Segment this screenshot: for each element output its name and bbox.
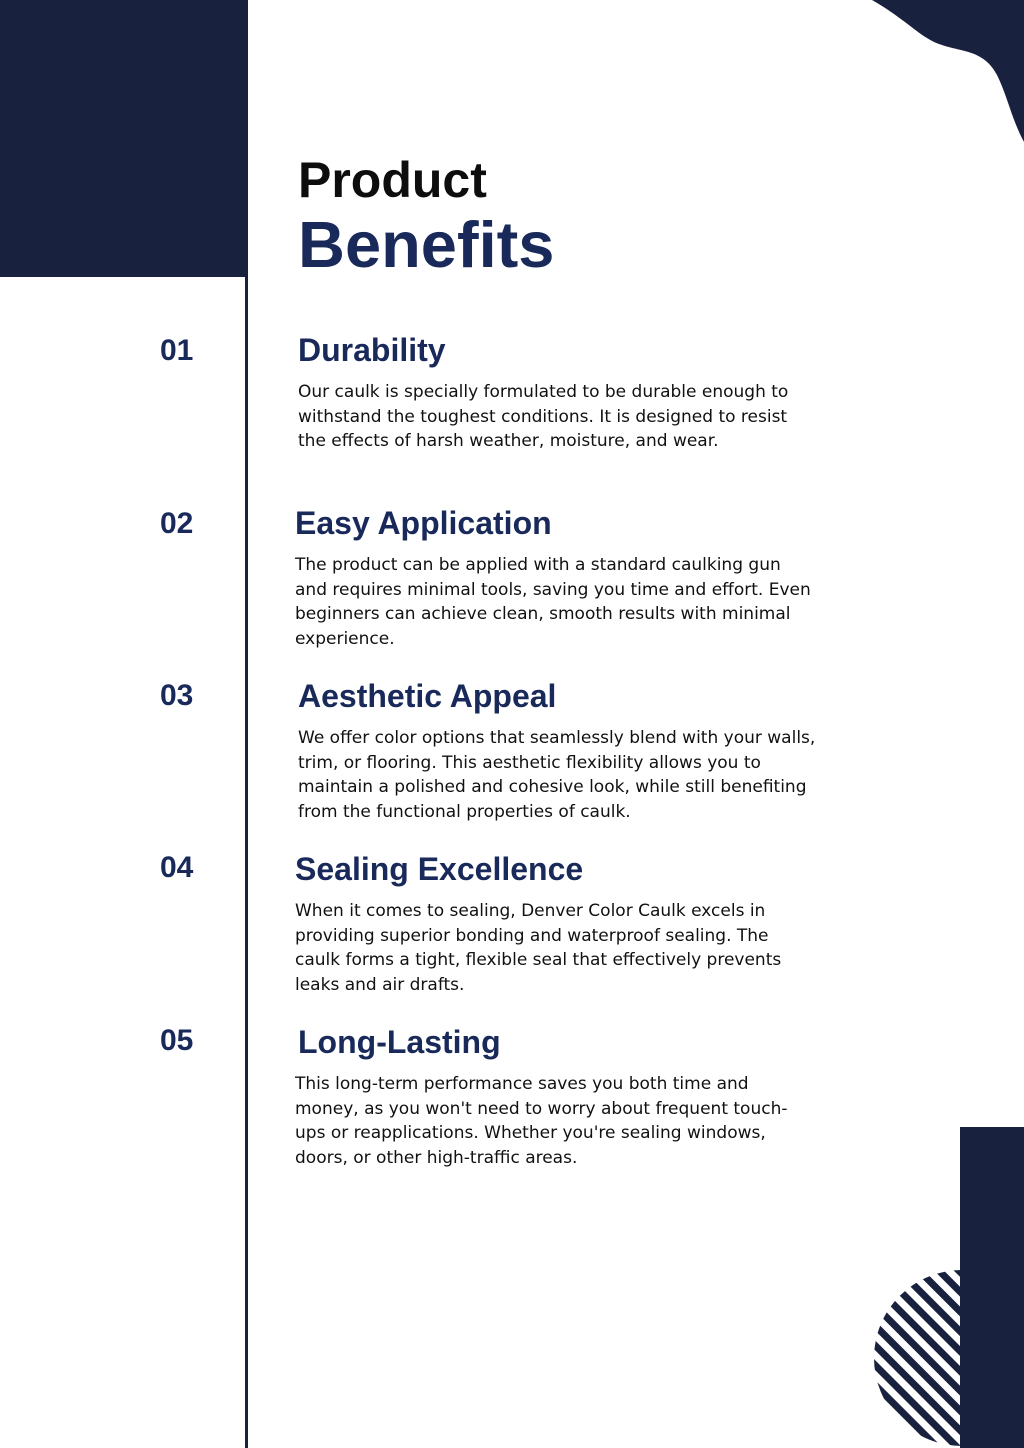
benefit-description: Our caulk is specially formulated to be durable enough to withstand the toughest conditions. It is designed to resist the effects of harsh weather, moisture, and wear.	[298, 382, 789, 451]
vertical-divider-line	[245, 277, 248, 1448]
page-title-line2: Benefits	[298, 208, 555, 281]
benefit-description: The product can be applied with a standard caulking gun and requires minimal tools, saving you time and effort. Even beginners can achieve clean, smooth results with minimal experience.	[295, 555, 811, 649]
page-title-line1: Product	[298, 152, 487, 208]
benefit-number-05: 05	[160, 1024, 194, 1057]
wave-corner-shape	[862, 0, 1024, 142]
striped-half-circle	[872, 1268, 962, 1448]
benefit-heading: Sealing Excellence	[295, 851, 584, 887]
right-side-block	[960, 1127, 1024, 1448]
benefit-number-03: 03	[160, 679, 194, 712]
benefit-item-sealing-excellence	[295, 851, 815, 997]
benefit-heading: Durability	[298, 332, 446, 368]
benefit-item-long-lasting	[295, 1024, 815, 1170]
benefit-description: This long-term performance saves you both time and money, as you won't need to worry about frequent touch-ups or reapplications. Whether you're sealing windows, doors, or other high-traffic areas.	[295, 1074, 788, 1168]
corner-decoration-block	[0, 0, 248, 277]
benefit-description: When it comes to sealing, Denver Color Caulk excels in providing superior bonding and waterproof sealing. The caulk forms a tight, flexible seal that effectively prevents leaks and air drafts.	[295, 901, 782, 995]
benefit-heading: Aesthetic Appeal	[298, 678, 557, 714]
benefit-item-easy-application	[295, 505, 815, 651]
benefit-heading: Easy Application	[295, 505, 552, 541]
benefit-number-02: 02	[160, 507, 194, 540]
benefit-number-04: 04	[160, 851, 194, 884]
benefit-description: We offer color options that seamlessly blend with your walls, trim, or flooring. This aesthetic flexibility allows you to maintain a polished and cohesive look, while still benefiting from the functional properties of caulk.	[298, 728, 816, 822]
benefit-item-durability	[298, 332, 818, 454]
benefit-heading: Long-Lasting	[298, 1024, 501, 1060]
benefit-item-aesthetic-appeal	[298, 678, 828, 824]
benefit-number-01: 01	[160, 334, 194, 367]
